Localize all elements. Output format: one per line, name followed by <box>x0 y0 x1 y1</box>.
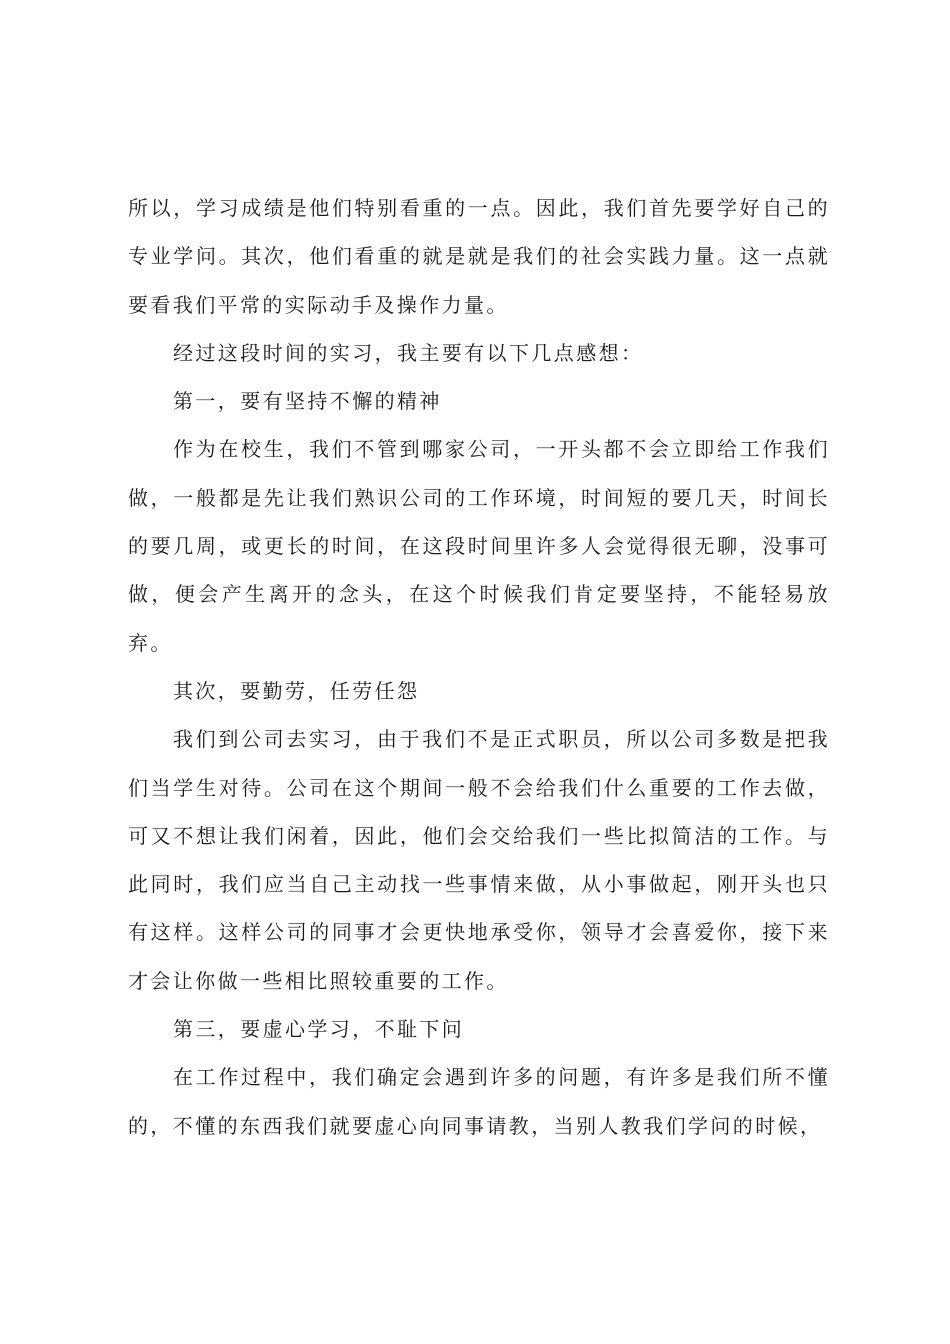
paragraph-2: 经过这段时间的实习，我主要有以下几点感想： <box>173 340 644 365</box>
section-heading-1: 第一，要有坚持不懈的精神 <box>173 389 442 414</box>
section-heading-3: 第三，要虚心学习，不耻下问 <box>173 1017 465 1042</box>
paragraph-5: 在工作过程中，我们确定会遇到许多的问题，有许多是我们所不懂的，不懂的东西我们就要虚心向同事请教，当别人教我们学问的时候， <box>128 1065 830 1138</box>
section-heading-2: 其次，要勤劳，任劳任怨 <box>173 678 420 703</box>
document-body <box>128 184 830 1150</box>
paragraph-1: 所以，学习成绩是他们特别看重的一点。因此，我们首先要学好自己的专业学问。其次，他们看重的就是就是我们的社会实践力量。这一点就要看我们平常的实际动手及操作力量。 <box>128 196 830 317</box>
paragraph-3: 作为在校生，我们不管到哪家公司，一开头都不会立即给工作我们做，一般都是先让我们熟识公司的工作环境，时间短的要几天，时间长的要几周，或更长的时间，在这段时间里许多人会觉得很无聊，没事可做，便会产生离开的念头，在这个时候我们肯定要坚持，不能轻易放弃。 <box>128 437 830 655</box>
paragraph-4: 我们到公司去实习，由于我们不是正式职员，所以公司多数是把我们当学生对待。公司在这个期间一般不会给我们什么重要的工作去做，可又不想让我们闲着，因此，他们会交给我们一些比拟简洁的工作。与此同时，我们应当自己主动找一些事情来做，从小事做起，刚开头也只有这样。这样公司的同事才会更快地承受你，领导才会喜爱你，接下来才会让你做一些相比照较重要的工作。 <box>128 727 830 993</box>
